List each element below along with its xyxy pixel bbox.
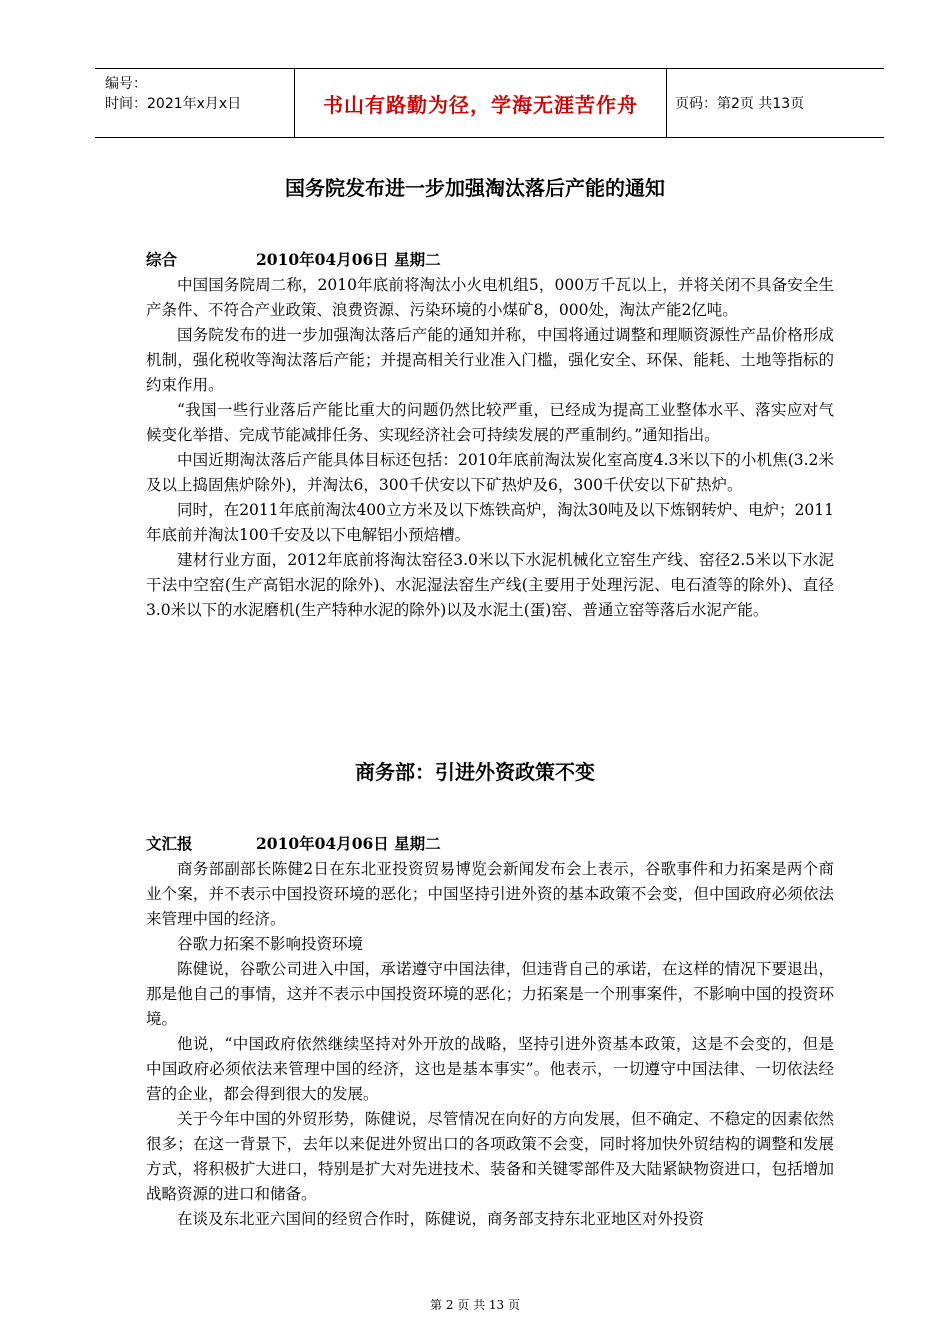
article1-body xyxy=(146,273,834,623)
article1-paragraph: 国务院发布的进一步加强淘汰落后产能的通知并称，中国将通过调整和理顺资源性产品价格形成机制，强化税收等淘汰落后产能；并提高相关行业准入门槛，强化安全、环保、能耗、土地等指标的约束作用。 xyxy=(146,326,834,394)
article2-paragraph: 商务部副部长陈健2日在东北亚投资贸易博览会新闻发布会上表示，谷歌事件和力拓案是两个商业个案，并不表示中国投资环境的恶化；中国坚持引进外资的基本政策不会变，但中国政府必须依法来管理中国的经济。 xyxy=(146,860,834,928)
article1-paragraph: 中国国务院周二称，2010年底前将淘汰小火电机组5，000万千瓦以上，并将关闭不具备安全生产条件、不符合产业政策、浪费资源、污染环境的小煤矿8，000处，淘汰产能2亿吨。 xyxy=(146,276,834,319)
page-header xyxy=(95,68,884,138)
article1-paragraph: 建材行业方面，2012年底前将淘汰窑径3.0米以下水泥机械化立窑生产线、窑径2.5米以下水泥干法中空窑(生产高铝水泥的除外)、水泥湿法窑生产线(主要用于处理污泥、电石渣等的除外)、直径3.0米以下的水泥磨机(生产特种水泥的除外)以及水泥土(蛋)窑、普通立窑等落后水泥产能。 xyxy=(146,551,834,619)
header-page-cell xyxy=(667,69,884,137)
article1-date: 2010年04月06日 星期二 xyxy=(256,250,441,269)
header-motto-cell xyxy=(295,69,667,137)
page-footer: 第 2 页 共 13 页 xyxy=(430,1298,520,1312)
page-info: 页码：第2页 共13页 xyxy=(675,96,805,112)
article2-paragraph: 在谈及东北亚六国间的经贸合作时，陈健说，商务部支持东北亚地区对外投资 xyxy=(177,1210,705,1228)
time-label: 时间：2021年x月x日 xyxy=(105,96,242,112)
number-label: 编号： xyxy=(105,76,147,92)
article1-paragraph: 同时，在2011年底前淘汰400立方米及以下炼铁高炉，淘汰30吨及以下炼钢转炉、电炉；2011年底前并淘汰100千安及以下电解铝小预焙槽。 xyxy=(146,501,834,544)
article2-body xyxy=(146,857,834,1232)
article2-paragraph: 他说，“中国政府依然继续坚持对外开放的战略，坚持引进外资基本政策，这是不会变的，但是中国政府必须依法来管理中国的经济，这也是基本事实”。他表示，一切遵守中国法律、一切依法经营的企业，都会得到很大的发展。 xyxy=(146,1035,834,1103)
article1-title: 国务院发布进一步加强淘汰落后产能的通知 xyxy=(285,176,665,200)
article2-title: 商务部：引进外资政策不变 xyxy=(355,760,595,784)
article1-meta xyxy=(146,248,441,270)
article2-paragraph: 关于今年中国的外贸形势，陈健说，尽管情况在向好的方向发展，但不确定、不稳定的因素依然很多；在这一背景下，去年以来促进外贸出口的各项政策不会变，同时将加快外贸结构的调整和发展方式，将积极扩大进口，特别是扩大对先进技术、装备和关键零部件及大陆紧缺物资进口，包括增加战略资源的进口和储备。 xyxy=(146,1110,834,1203)
header-meta-cell xyxy=(95,69,295,137)
article2-subheading: 谷歌力拓案不影响投资环境 xyxy=(177,935,364,953)
article2-paragraph: 陈健说，谷歌公司进入中国，承诺遵守中国法律，但违背自己的承诺，在这样的情况下要退出，那是他自己的事情，这并不表示中国投资环境的恶化；力拓案是一个刑事案件，不影响中国的投资环境。 xyxy=(146,960,834,1028)
article2-source: 文汇报 xyxy=(146,834,193,853)
motto-text: 书山有路勤为径，学海无涯苦作舟 xyxy=(323,92,638,117)
article1-source: 综合 xyxy=(146,250,178,269)
article2-date: 2010年04月06日 星期二 xyxy=(256,834,441,853)
article1-paragraph: “我国一些行业落后产能比重大的问题仍然比较严重，已经成为提高工业整体水平、落实应对气候变化举措、完成节能减排任务、实现经济社会可持续发展的严重制约。”通知指出。 xyxy=(146,401,834,444)
article2-meta xyxy=(146,832,441,854)
article1-paragraph: 中国近期淘汰落后产能具体目标还包括：2010年底前淘汰炭化室高度4.3米以下的小机焦(3.2米及以上捣固焦炉除外)，并淘汰6，300千伏安以下矿热炉及6，300千伏安以下矿热炉。 xyxy=(146,451,834,494)
